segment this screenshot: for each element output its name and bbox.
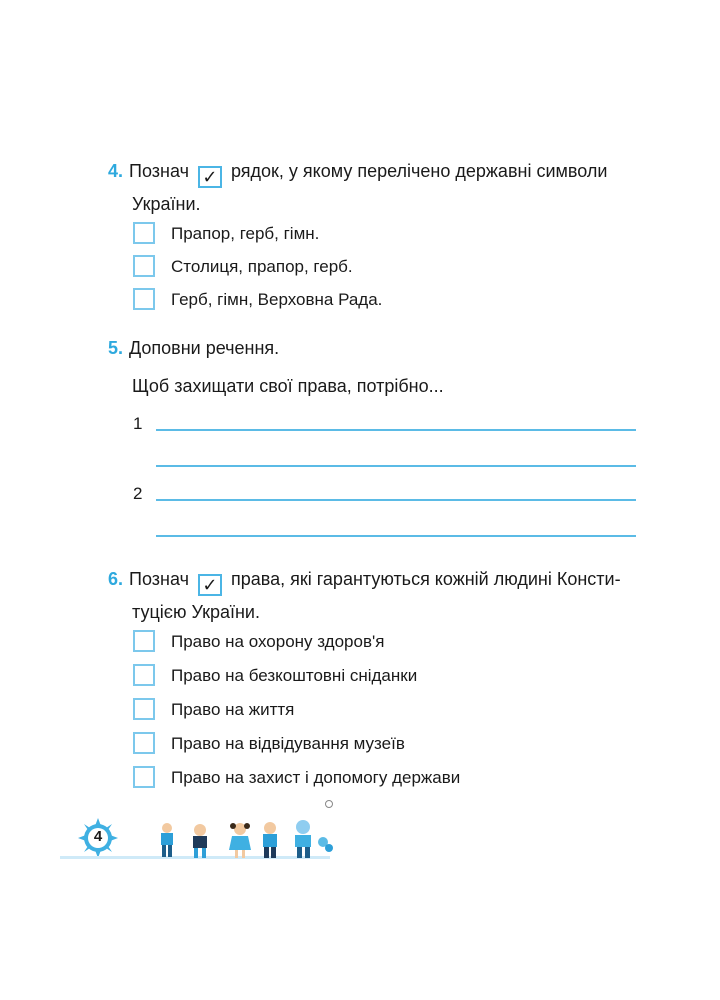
check-mark-icon: ✓ bbox=[198, 166, 222, 188]
answer-line[interactable] bbox=[156, 429, 636, 431]
page-number: 4 bbox=[93, 828, 103, 845]
answer-line-number: 2 bbox=[133, 484, 143, 503]
checkbox[interactable] bbox=[133, 766, 155, 788]
task-4-number: 4. bbox=[108, 161, 124, 181]
decorative-dot bbox=[325, 800, 333, 808]
task-5 bbox=[108, 332, 653, 365]
check-mark-icon: ✓ bbox=[198, 574, 222, 596]
page-number-badge bbox=[78, 818, 118, 858]
option-label: Право на безкоштовні сніданки bbox=[171, 666, 418, 685]
task-6-number: 6. bbox=[108, 569, 124, 589]
option-label: Столиця, прапор, герб. bbox=[171, 257, 353, 276]
answer-line[interactable] bbox=[156, 535, 636, 537]
task-4-heading: 4. Познач ✓ рядок, у якому перелічено державні символи bbox=[108, 161, 608, 187]
checkbox[interactable] bbox=[133, 732, 155, 754]
task-5-prompt: Щоб захищати свої права, потрібно... bbox=[132, 376, 444, 396]
task-5-number: 5. bbox=[108, 338, 124, 358]
option-label: Право на захист і допомогу держави bbox=[171, 768, 461, 787]
answer-line[interactable] bbox=[156, 499, 636, 501]
task-6-heading: 6. Познач ✓ права, які гарантуються кожній людині Консти- bbox=[108, 569, 621, 595]
option-label: Право на охорону здоров'я bbox=[171, 632, 385, 651]
answer-line-number: 1 bbox=[133, 414, 143, 433]
checkbox[interactable] bbox=[133, 288, 155, 310]
option-label: Право на життя bbox=[171, 700, 295, 719]
task-6-heading-line2: туцією України. bbox=[132, 602, 260, 622]
checkbox[interactable] bbox=[133, 664, 155, 686]
checkbox[interactable] bbox=[133, 222, 155, 244]
checkbox[interactable] bbox=[133, 255, 155, 277]
option-label: Герб, гімн, Верховна Рада. bbox=[171, 290, 383, 309]
task-4 bbox=[108, 155, 653, 221]
task-4-heading-line2: України. bbox=[132, 194, 201, 214]
answer-line[interactable] bbox=[156, 465, 636, 467]
task-6 bbox=[108, 563, 653, 629]
children-illustration bbox=[155, 818, 335, 860]
checkbox[interactable] bbox=[133, 698, 155, 720]
task-5-heading: 5. Доповни речення. bbox=[108, 338, 280, 358]
option-label: Прапор, герб, гімн. bbox=[171, 224, 320, 243]
checkbox[interactable] bbox=[133, 630, 155, 652]
option-label: Право на відвідування музеїв bbox=[171, 734, 405, 753]
